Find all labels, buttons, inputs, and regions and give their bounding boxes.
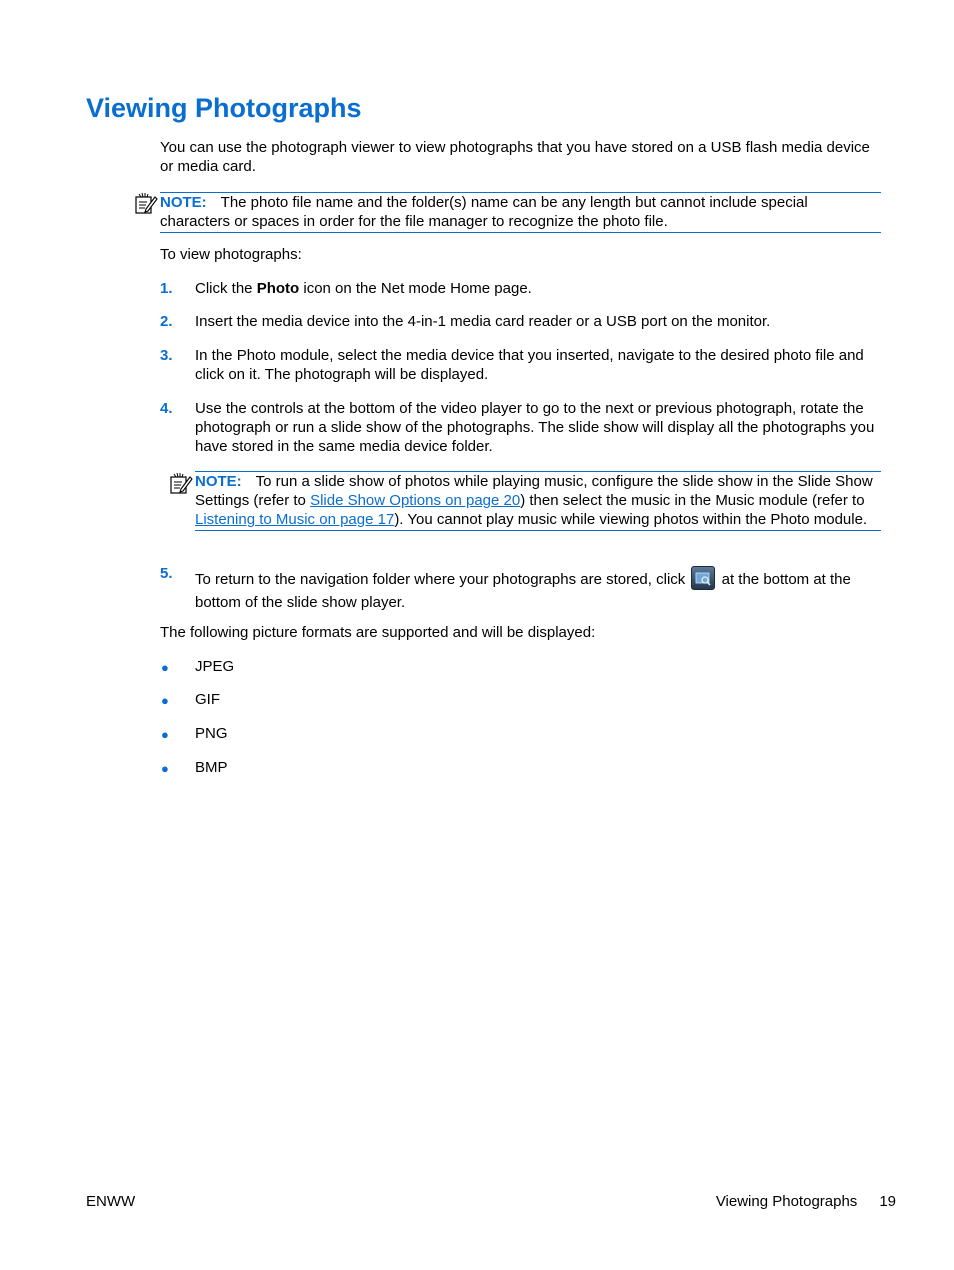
footer-left: ENWW [86,1193,136,1210]
formats-intro: The following picture formats are supported and will be displayed: [160,624,596,641]
step-text: Insert the media device into the 4-in-1 media card reader or a USB port on the monitor. [195,313,771,330]
footer-right [716,1192,896,1211]
step-text-part: icon on the Net mode Home page. [299,280,532,297]
note-text: ) then select the music in the Music module (refer to [520,492,865,509]
to-view-label: To view photographs: [160,246,302,263]
note-label: NOTE: [160,194,207,211]
note-pencil-icon [134,192,158,216]
step-text-part: Click the [195,280,257,297]
folder-navigation-icon [691,566,715,590]
listening-to-music-link[interactable]: Listening to Music on page 17 [195,511,395,528]
note-label: NOTE: [195,473,242,490]
step-number: 2. [160,313,173,330]
step-text [195,279,885,298]
step-text: In the Photo module, select the media device that you inserted, navigate to the desired photo file and click on it. The photograph will be displayed. [195,347,864,383]
intro-paragraph: You can use the photograph viewer to view photographs that you have stored on a USB flash media device or media card. [160,139,870,175]
step-text-part: at the bottom at the bottom of the slide show player. [195,571,851,611]
step-number: 5. [160,565,173,582]
step-number: 4. [160,400,173,417]
slide-show-options-link[interactable]: Slide Show Options on page 20 [310,492,521,509]
note-text: The photo file name and the folder(s) name can be any length but cannot include special characters or spaces in order for the file manager to recognize the photo file. [160,194,808,230]
list-item: PNG [195,725,228,742]
step-text-part: To return to the navigation folder where your photographs are stored, click [195,571,690,588]
page-number: 19 [879,1193,896,1210]
list-item: JPEG [195,658,235,675]
note-box [160,192,881,233]
bullet-icon: ● [161,727,169,742]
step-number: 3. [160,347,173,364]
footer-section: Viewing Photographs [715,1193,858,1210]
note-text: To run a slide show of photos while playing music, configure the slide show in the Slide Show Settings (refer to [195,473,873,509]
bullet-icon: ● [161,693,169,708]
page-title: Viewing Photographs [86,93,362,123]
photo-keyword: Photo [256,280,300,297]
list-item: GIF [195,691,220,708]
bullet-icon: ● [161,660,169,675]
step-text [195,566,885,614]
list-item: BMP [195,759,228,776]
note-text: ). You cannot play music while viewing photos within the Photo module. [394,511,868,528]
step-number: 1. [160,280,173,297]
step-text: Use the controls at the bottom of the video player to go to the next or previous photograph, rotate the photograph or run a slide show of the photographs. The slide show will display all the photographs you have stored in the same media device folder. [195,400,875,455]
bullet-icon: ● [161,761,169,776]
note-pencil-icon [169,472,193,496]
note-box [195,471,881,531]
